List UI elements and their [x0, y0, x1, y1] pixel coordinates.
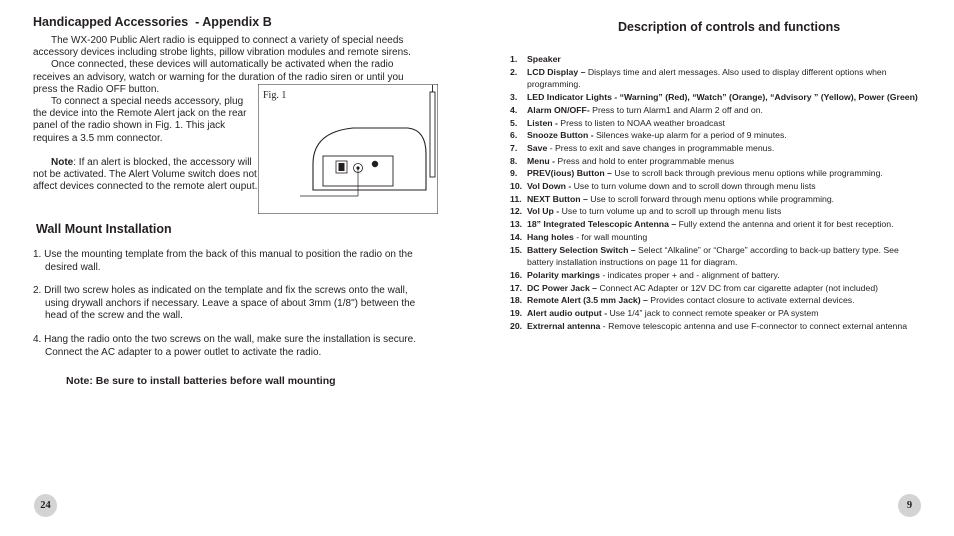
- control-item-description: Use to scroll back through previous menu options while programming.: [611, 168, 883, 179]
- control-item-number: 7.: [510, 142, 518, 153]
- figure-label: Fig. 1: [263, 90, 287, 101]
- wall-step-4-first: 4. Hang the radio onto the two screws on the wall, make sure the installation is secure.: [33, 333, 416, 345]
- wall-step-2-rest: using drywall anchors if necessary. Leave a space of about 3mm (1/8") between the head of the screw and the wall.: [45, 297, 416, 322]
- appendix-title: Handicapped Accessories - Appendix B: [33, 15, 272, 29]
- control-item-label: LCD Display –: [527, 66, 586, 77]
- control-item: [510, 91, 920, 104]
- control-item-label: Save: [527, 142, 548, 153]
- control-item-text: [527, 231, 920, 244]
- control-item: [510, 142, 920, 155]
- controls-title: Description of controls and functions: [618, 20, 841, 34]
- wall-step-2-first: 2. Drill two screw holes as indicated on the template and fix the screws onto the wall,: [33, 285, 408, 297]
- controls-list: [510, 53, 920, 332]
- control-item-number: 12.: [510, 206, 523, 217]
- control-item-number: 9.: [510, 168, 518, 179]
- control-item-text: [527, 167, 920, 180]
- control-item-number: 4.: [510, 104, 518, 115]
- control-item-number: 20.: [510, 320, 523, 331]
- control-item-description: - Remove telescopic antenna and use F-connector to connect external antenna: [600, 320, 908, 331]
- control-item-label: Battery Selection Switch –: [527, 244, 636, 255]
- control-item: [510, 218, 920, 231]
- control-item: [510, 180, 920, 193]
- control-item-number: 2.: [510, 66, 518, 77]
- control-item-label: Speaker: [527, 54, 561, 64]
- control-item-description: Use to turn volume down and to scroll down through menu lists: [571, 181, 816, 192]
- page-number-left: 24: [34, 494, 57, 517]
- control-item-text: [527, 244, 920, 269]
- control-item-description: Displays time and alert messages. Also used to display different options when programming.: [527, 66, 887, 90]
- control-item-description: Silences wake-up alarm for a period of 9 minutes.: [593, 130, 787, 141]
- control-item-text: [527, 180, 920, 193]
- intro-paragraph-2: Once connected, these devices will automatically be activated when the radio receives an advisory, watch or warning for the duration of the radio siren or until you press the Radio OFF button.: [33, 59, 404, 95]
- control-item-label: PREV(ious) Button –: [527, 168, 612, 179]
- control-item-description: Use to turn volume up and to scroll up through menu lists: [559, 206, 782, 217]
- control-item-number: 17.: [510, 282, 523, 293]
- control-item-number: 14.: [510, 231, 523, 242]
- control-item: [510, 167, 920, 180]
- control-item-text: [527, 307, 920, 320]
- control-item-text: [527, 53, 920, 66]
- wall-mount-title: Wall Mount Installation: [36, 222, 172, 236]
- wall-step-2: [33, 285, 428, 323]
- control-item: [510, 155, 920, 168]
- control-item-description: - for wall mounting: [573, 231, 648, 242]
- control-item-text: [527, 269, 920, 282]
- control-item: [510, 307, 920, 320]
- control-item-label: Extrernal antenna: [527, 320, 601, 331]
- control-item-label: Remote Alert (3.5 mm Jack) –: [527, 295, 648, 306]
- control-item-description: Press and hold to enter programmable menus: [555, 155, 735, 166]
- control-item-label: Vol Down -: [527, 181, 572, 192]
- control-item-number: 18.: [510, 295, 523, 306]
- wall-mount-steps: [33, 249, 428, 359]
- control-item-number: 8.: [510, 155, 518, 166]
- radio-rear-panel-figure: [258, 84, 438, 214]
- control-item-text: [527, 129, 920, 142]
- control-item-description: Press to turn Alarm1 and Alarm 2 off and on.: [589, 104, 763, 115]
- control-item-label: Hang holes: [527, 231, 574, 242]
- control-item-text: [527, 218, 920, 231]
- control-item-text: [527, 117, 920, 130]
- control-item-label: Alert audio output -: [527, 308, 608, 319]
- control-item-label: Vol Up -: [527, 206, 560, 217]
- control-item: [510, 269, 920, 282]
- control-item: [510, 117, 920, 130]
- control-item-description: Use 1/4” jack to connect remote speaker or PA system: [607, 308, 819, 319]
- connect-paragraph: To connect a special needs accessory, plug the device into the Remote Alert jack on the rear panel of the radio shown in Fig. 1. This jack requires a 3.5 mm connector.: [33, 96, 247, 144]
- wall-step-1: [33, 249, 428, 274]
- control-item-label: DC Power Jack –: [527, 282, 598, 293]
- control-item: [510, 320, 920, 333]
- control-item-label: 18” Integrated Telescopic Antenna –: [527, 219, 677, 230]
- control-item-label: Snooze Button -: [527, 130, 594, 141]
- control-item-label: LED Indicator Lights - “Warning” (Red), “Watch” (Orange), “Advisory ” (Yellow), Power (Green): [527, 92, 918, 103]
- control-item-description: Select “Alkaline” or “Charge” according to back-up battery type. See battery installation instructions on page 11 for diagram.: [527, 244, 899, 268]
- wall-step-4-rest: Connect the AC adapter to a power outlet to activate the radio.: [45, 346, 322, 358]
- wall-step-4: [33, 334, 428, 359]
- control-item: [510, 104, 920, 117]
- control-item-text: [527, 142, 920, 155]
- control-item: [510, 294, 920, 307]
- control-item-number: 3.: [510, 92, 518, 103]
- wall-step-1-first: 1. Use the mounting template from the back of this manual to position the radio on the: [33, 249, 413, 260]
- control-item-number: 13.: [510, 219, 523, 230]
- control-item-number: 15.: [510, 244, 523, 255]
- control-item-number: 11.: [510, 193, 522, 204]
- control-item-number: 16.: [510, 269, 523, 280]
- control-item-label: Menu -: [527, 155, 555, 166]
- control-item-number: 6.: [510, 130, 518, 141]
- control-item-text: [527, 320, 920, 333]
- control-item-text: [527, 193, 920, 206]
- control-item-number: 19.: [510, 308, 523, 319]
- control-item-description: - Press to exit and save changes in programmable menus.: [547, 142, 775, 153]
- control-item-label: Listen -: [527, 117, 558, 128]
- connect-text: [33, 96, 259, 193]
- control-item: [510, 66, 920, 91]
- note-label: Note: [51, 156, 74, 168]
- control-item-text: [527, 104, 920, 117]
- control-item-number: 5.: [510, 117, 518, 128]
- control-item-number: 1.: [510, 54, 518, 64]
- control-item-label: NEXT Button –: [527, 193, 588, 204]
- control-item-text: [527, 294, 920, 307]
- control-item-description: - indicates proper + and - alignment of battery.: [599, 269, 780, 280]
- intro-paragraph-1: The WX-200 Public Alert radio is equipped to connect a variety of special needs accessory devices including strobe lights, pillow vibration modules and remote sirens.: [33, 35, 411, 59]
- wall-mount-note: Note: Be sure to install batteries before wall mounting: [66, 375, 336, 387]
- control-item: [510, 231, 920, 244]
- control-item-text: [527, 66, 920, 91]
- control-item-text: [527, 155, 920, 168]
- note-paragraph: [33, 157, 259, 194]
- control-item-text: [527, 205, 920, 218]
- control-item-description: Connect AC Adapter or 12V DC from car cigarette adapter (not included): [597, 282, 879, 293]
- control-item: [510, 129, 920, 142]
- control-item-label: Alarm ON/OFF-: [527, 104, 590, 115]
- control-item: [510, 244, 920, 269]
- control-item: [510, 53, 920, 66]
- control-item: [510, 282, 920, 295]
- control-item-description: Fully extend the antenna and orient it for best reception.: [676, 219, 894, 230]
- control-item-number: 10.: [510, 181, 523, 192]
- control-item-label: Polarity markings: [527, 269, 600, 280]
- control-item-description: Provides contact closure to activate external devices.: [647, 295, 855, 306]
- control-item-description: Use to scroll forward through menu options while programming.: [587, 193, 835, 204]
- control-item-text: [527, 282, 920, 295]
- control-item: [510, 193, 920, 206]
- note-text: : If an alert is blocked, the accessory will not be activated. The Alert Volume switch does not affect devices connected to the remote alert ouput.: [33, 156, 258, 193]
- control-item: [510, 205, 920, 218]
- wall-step-1-rest: desired wall.: [45, 261, 101, 273]
- control-item-text: [527, 91, 920, 104]
- page-number-right: 9: [898, 494, 921, 517]
- control-item-description: Press to listen to NOAA weather broadcast: [557, 117, 725, 128]
